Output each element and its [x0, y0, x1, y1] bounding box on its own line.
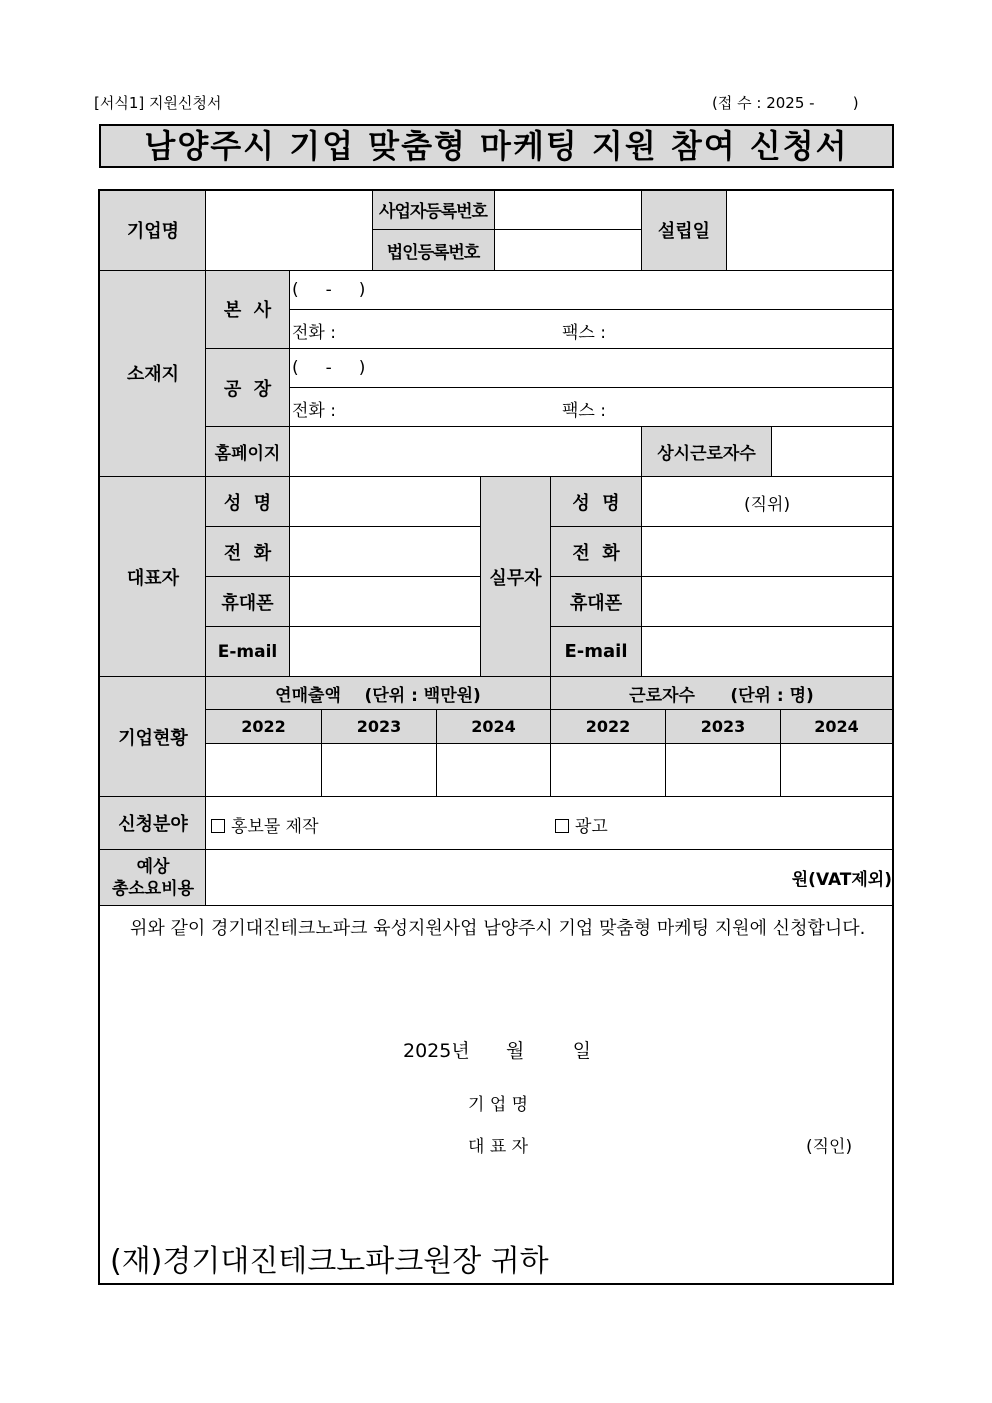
estimated-cost-label-line1: 예상 [136, 856, 170, 877]
estimated-cost-field[interactable] [206, 850, 766, 905]
ceo-email-field[interactable] [290, 627, 480, 676]
staff-phone-label: 전 화 [572, 542, 620, 564]
headquarters-postal-code-field[interactable]: ( - ) [292, 280, 366, 300]
estimated-cost-label-line2: 총소요비용 [111, 878, 195, 899]
location-label: 소재지 [126, 364, 180, 385]
staff-mobile-field[interactable] [642, 577, 892, 626]
founding-date-label: 설립일 [657, 221, 711, 242]
promo-material-label: 홍보물 제작 [231, 817, 319, 837]
sales-year-header: 2024 [471, 717, 516, 736]
seal-note: (직인) [806, 1137, 853, 1157]
cost-unit-label: 원(VAT제외) [791, 870, 892, 890]
checkbox-icon[interactable] [211, 819, 225, 833]
sales-2024-field[interactable] [437, 744, 550, 796]
full-time-employees-field[interactable] [772, 427, 892, 476]
page-title: 남양주시 기업 맞춤형 마케팅 지원 참여 신청서 [99, 124, 894, 168]
corporate-registration-field[interactable] [494, 230, 641, 270]
corporate-registration-label: 법인등록번호 [386, 242, 480, 263]
advertising-label: 광고 [575, 817, 608, 837]
factory-postal-code-field[interactable]: ( - ) [292, 358, 366, 378]
workers-year-header: 2023 [700, 717, 746, 736]
workers-2022-field[interactable] [551, 744, 665, 796]
company-status-label: 기업현황 [118, 727, 188, 749]
application-date: 2025년 월 일 [403, 1040, 591, 1062]
factory-label: 공 장 [223, 378, 272, 400]
headquarters-label: 본 사 [223, 300, 272, 321]
founding-date-field[interactable] [727, 190, 892, 270]
full-time-employees-label: 상시근로자수 [657, 444, 756, 464]
sales-year-header: 2022 [241, 717, 286, 736]
annual-sales-header: 연매출액 (단위 : 백만원) [275, 685, 481, 706]
workers-2024-field[interactable] [781, 744, 892, 796]
signer-company-label: 기 업 명 [468, 1095, 529, 1115]
sales-2022-field[interactable] [206, 744, 321, 796]
ceo-label: 대표자 [126, 567, 180, 589]
business-registration-field[interactable] [494, 190, 641, 229]
homepage-field[interactable] [290, 427, 641, 476]
receipt-number-label: (접 수 : 2025 - ) [712, 94, 859, 112]
workers-year-header: 2022 [585, 717, 631, 736]
business-registration-label: 사업자등록번호 [379, 202, 487, 222]
staff-position-note: (직위) [744, 495, 791, 515]
workers-2023-field[interactable] [666, 744, 780, 796]
ceo-mobile-label: 휴대폰 [221, 592, 274, 614]
homepage-label: 홈페이지 [214, 444, 281, 464]
declaration-text: 위와 같이 경기대진테크노파크 육성지원사업 남양주시 기업 맞춤형 마케팅 지원에 신청합니다. [130, 918, 866, 939]
headquarters-fax-label: 팩스 : [562, 323, 606, 343]
ceo-mobile-field[interactable] [290, 577, 480, 626]
sales-2023-field[interactable] [322, 744, 436, 796]
factory-phone-label: 전화 : [292, 401, 336, 421]
form-number-label: [서식1] 지원신청서 [94, 94, 222, 112]
staff-phone-field[interactable] [642, 527, 892, 576]
signer-ceo-label: 대 표 자 [468, 1137, 529, 1157]
staff-mobile-label: 휴대폰 [569, 592, 623, 614]
workers-header: 근로자수 (단위 : 명) [629, 685, 814, 706]
company-name-label: 기업명 [126, 221, 180, 242]
promo-material-option[interactable] [211, 812, 319, 837]
staff-email-label: E-mail [564, 641, 628, 662]
staff-name-label: 성 명 [572, 492, 620, 514]
addressee: (재)경기대진테크노파크원장 귀하 [110, 1244, 549, 1279]
ceo-email-label: E-mail [217, 641, 278, 662]
ceo-phone-label: 전 화 [223, 542, 272, 564]
workers-year-header: 2024 [814, 717, 859, 736]
ceo-name-label: 성 명 [223, 492, 272, 514]
staff-email-field[interactable] [642, 627, 892, 676]
estimated-cost-label [100, 850, 206, 905]
ceo-name-field[interactable] [290, 477, 480, 526]
headquarters-phone-label: 전화 : [292, 323, 336, 343]
company-name-field[interactable] [206, 190, 372, 270]
advertising-option[interactable] [555, 812, 608, 837]
staff-label: 실무자 [489, 567, 542, 589]
ceo-phone-field[interactable] [290, 527, 480, 576]
factory-fax-label: 팩스 : [562, 401, 606, 421]
checkbox-icon[interactable] [555, 819, 569, 833]
application-field-label: 신청분야 [118, 814, 188, 835]
sales-year-header: 2023 [356, 717, 402, 736]
